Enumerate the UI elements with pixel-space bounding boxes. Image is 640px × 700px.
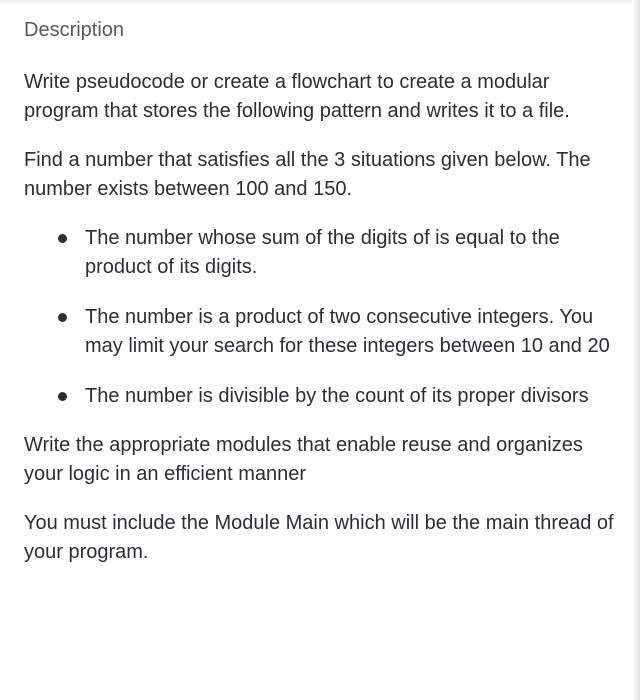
intro-paragraph: Write pseudocode or create a flowchart to create a modular program that stores the following pattern and writes it to a file. — [24, 71, 570, 122]
bullet-icon — [58, 313, 67, 322]
main-module-paragraph: You must include the Module Main which will be the main thread of your program. — [24, 512, 614, 563]
scroll-edge-shadow — [632, 0, 640, 700]
modules-paragraph: Write the appropriate modules that enable reuse and organizes your logic in an efficient manner — [24, 434, 583, 485]
list-item — [24, 382, 614, 411]
criteria-list — [24, 224, 614, 411]
list-item — [24, 224, 614, 282]
section-heading: Description — [24, 19, 125, 41]
task-paragraph: Find a number that satisfies all the 3 situations given below. The number exists between 100 and 150. — [24, 149, 591, 200]
list-item — [24, 303, 614, 361]
bullet-icon — [58, 234, 67, 243]
top-edge-shadow — [0, 0, 640, 6]
description-panel — [24, 14, 614, 567]
criteria-text: The number whose sum of the digits of is equal to the product of its digits. — [85, 227, 560, 278]
criteria-text: The number is a product of two consecutive integers. You may limit your search for these integers between 10 and 20 — [85, 306, 610, 357]
criteria-text: The number is divisible by the count of its proper divisors — [85, 385, 589, 407]
bullet-icon — [58, 392, 67, 401]
